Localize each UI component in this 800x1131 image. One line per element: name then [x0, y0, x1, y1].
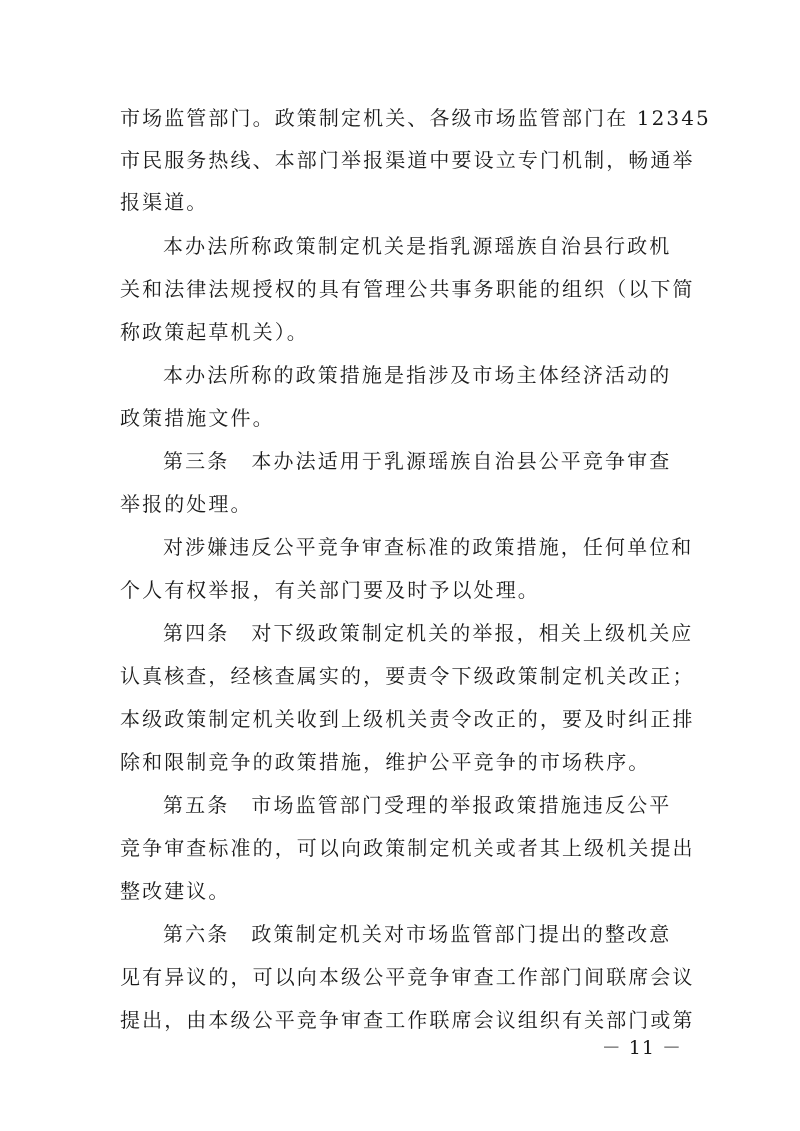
- text-line: 见有异议的，可以向本级公平竞争审查工作部门间联席会议: [120, 965, 695, 989]
- text-line: 本办法所称的政策措施是指涉及市场主体经济活动的: [163, 363, 672, 387]
- text-line: 举报的处理。: [120, 492, 253, 516]
- text-line: 除和限制竞争的政策措施，维护公平竞争的市场秩序。: [120, 750, 651, 774]
- text-line: 整改建议。: [120, 879, 231, 903]
- article-4-heading-line: 第四条 对下级政策制定机关的举报，相关上级机关应: [163, 621, 694, 645]
- text-line: 对涉嫌违反公平竞争审查标准的政策措施，任何单位和: [163, 535, 694, 559]
- text-line: 关和法律法规授权的具有管理公共事务职能的组织（以下简: [120, 277, 695, 301]
- text-line: 市民服务热线、本部门举报渠道中要设立专门机制，畅通举: [120, 148, 695, 172]
- text-line: 市场监管部门。政策制定机关、各级市场监管部门在 12345: [120, 106, 711, 130]
- article-5-heading-line: 第五条 市场监管部门受理的举报政策措施违反公平: [163, 793, 672, 817]
- article-3-heading-line: 第三条 本办法适用于乳源瑶族自治县公平竞争审查: [163, 449, 672, 473]
- article-6-heading-line: 第六条 政策制定机关对市场监管部门提出的整改意: [163, 922, 672, 946]
- text-line: 称政策起草机关）。: [120, 320, 309, 344]
- text-line: 报渠道。: [120, 190, 209, 214]
- page-number: － 11 －: [601, 1037, 682, 1059]
- text-line: 认真核查，经核查属实的，要责令下级政策制定机关改正；: [120, 664, 695, 688]
- text-line: 个人有权举报，有关部门要及时予以处理。: [120, 578, 540, 602]
- text-line: 政策措施文件。: [120, 406, 275, 430]
- text-line: 提出，由本级公平竞争审查工作联席会议组织有关部门或第: [120, 1008, 695, 1032]
- text-line: 本级政策制定机关收到上级机关责令改正的，要及时纠正排: [120, 707, 695, 731]
- text-line: 本办法所称政策制定机关是指乳源瑶族自治县行政机: [163, 234, 672, 258]
- text-line: 竞争审查标准的，可以向政策制定机关或者其上级机关提出: [120, 836, 695, 860]
